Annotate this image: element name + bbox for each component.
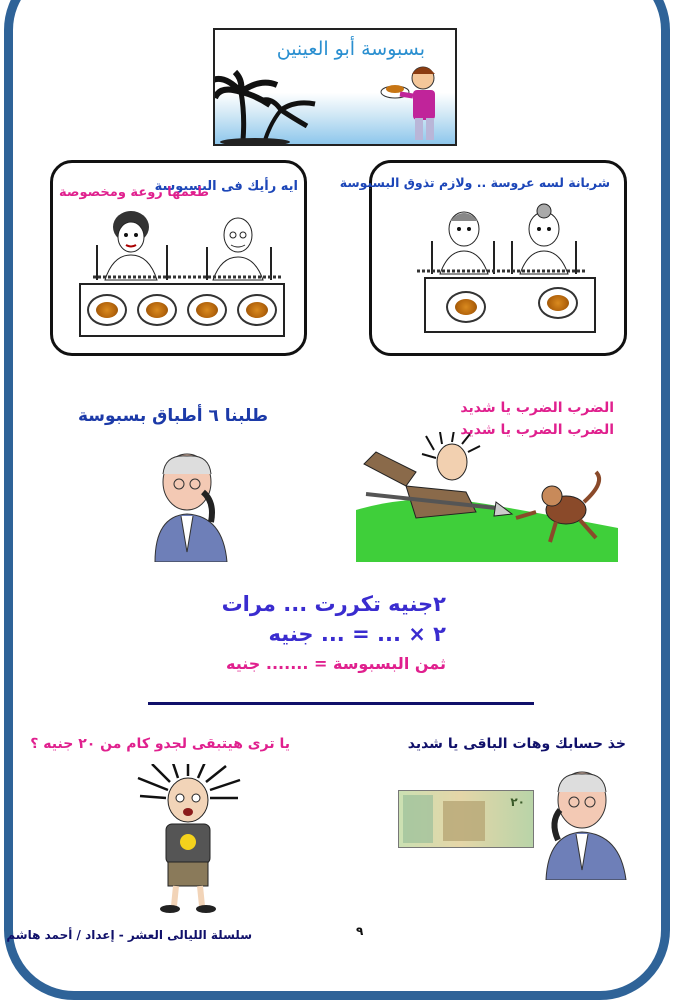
exercise-line-2: ٢ × ... = ... جنيه [268, 622, 446, 646]
caption-guest: شربانة لسه عروسة .. ولازم تذوق البسبوسة [339, 175, 610, 190]
banknote-mosque [443, 801, 485, 841]
grandparents-illustration [412, 199, 592, 279]
grandfather-phone-illustration [540, 770, 632, 880]
banner-title: بسبوسة أبو العينين [276, 38, 425, 60]
divider-line [148, 702, 534, 705]
caption-question: ايه رأيك فى البسبوسة [154, 179, 298, 194]
plates-tray [79, 283, 285, 337]
boy-chasing-monkey-illustration [356, 432, 618, 562]
chant-line-1: الضرب الضرب يا شديد [460, 400, 614, 416]
plate [187, 294, 227, 326]
plate [237, 294, 277, 326]
plate [87, 294, 127, 326]
title-banner [213, 28, 457, 146]
exercise-line-1: ٢جنيه تكررت ... مرات [221, 592, 446, 616]
diners-illustration [73, 205, 293, 285]
banner-illustration [215, 30, 455, 144]
exercise-line-3: ثمن البسبوسة = ....... جنيه [226, 654, 446, 673]
plates-tray [424, 277, 596, 333]
plate [538, 287, 578, 319]
caption-answer: طعمها روعة ومخصوصة [59, 185, 210, 200]
chant-line-2: الضرب الضرب يا شديد [460, 422, 614, 438]
banknote-pattern [403, 795, 433, 843]
plate [137, 294, 177, 326]
spiky-hair-boy-illustration [130, 764, 250, 914]
banknote [398, 790, 534, 848]
panel-tasting [50, 160, 307, 356]
banknote-value: ٢٠ [510, 795, 525, 809]
footer-credit: سلسلة الليالى العشر - إعداد / أحمد هاشم [6, 928, 252, 942]
caption-change-question: يا ترى هيتبقى لجدو كام من ٢٠ جنيه ؟ [30, 736, 290, 752]
page-number: ٩ [356, 924, 364, 938]
plate [446, 291, 486, 323]
caption-change-request: خذ حسابك وهات الباقى يا شديد [407, 736, 626, 752]
grandfather-phone-illustration [145, 452, 235, 562]
caption-order: طلبنا ٦ أطباق بسبوسة [77, 406, 268, 426]
panel-guest [339, 160, 627, 356]
